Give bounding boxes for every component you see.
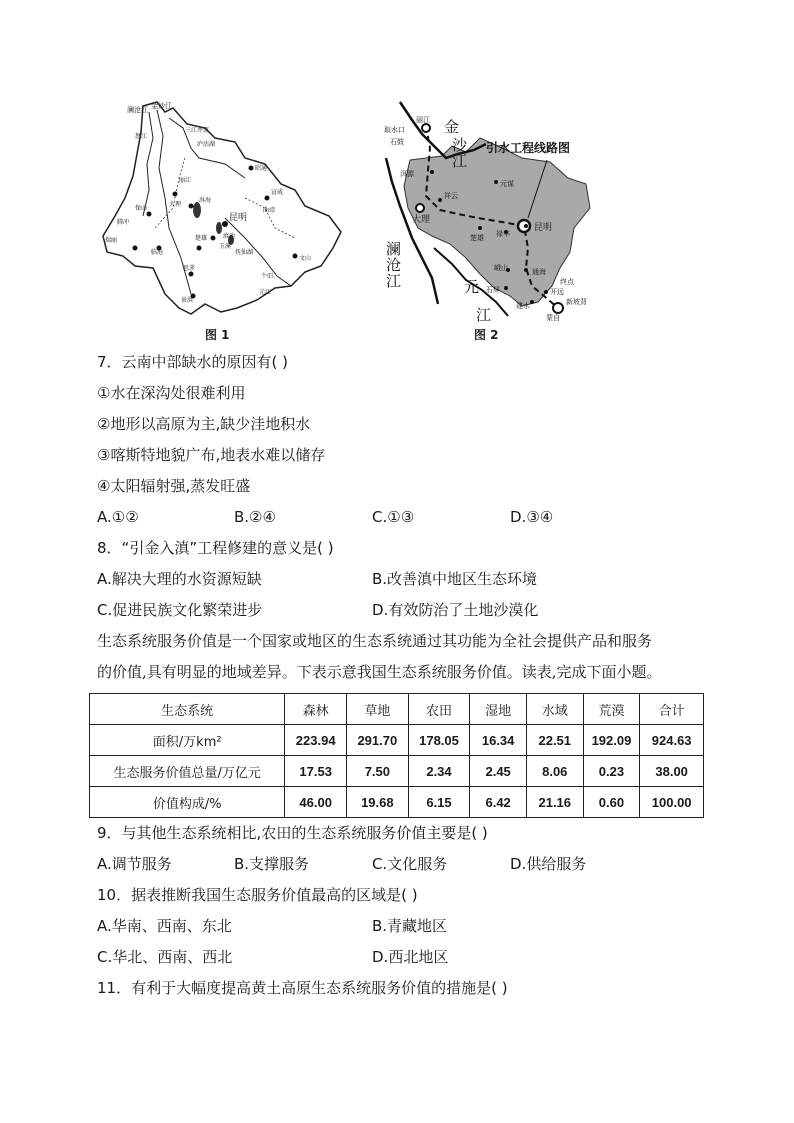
- f2-river-lancang-1: 澜: [386, 240, 402, 258]
- f1-place-lugu: 泸沽湖: [197, 141, 216, 148]
- table-cell: 38.00: [640, 756, 704, 787]
- figure-2-caption: 图 2: [474, 328, 499, 342]
- table-cell: 2.34: [408, 756, 470, 787]
- f1-place-xuanwei: 宣威: [271, 189, 284, 196]
- question-10-stem: 10．据表推断我国生态服务价值最高的区域是( ): [97, 886, 418, 904]
- f2-place-tonghai: 通海: [532, 268, 546, 276]
- table-cell: 0.60: [583, 787, 640, 818]
- figure-1-caption: 图 1: [205, 328, 230, 342]
- passage-line-1: 生态系统服务价值是一个国家或地区的生态系统通过其功能为全社会提供产品和服务: [97, 632, 653, 650]
- f2-place-jianshui: 建水: [516, 302, 530, 310]
- f2-place-dali: 大理: [412, 215, 431, 225]
- f1-place-lancang: 澜沧江: [127, 106, 148, 114]
- table-cell: 192.09: [583, 725, 640, 756]
- question-7-option-d[interactable]: D.③④: [510, 508, 554, 526]
- table-row: [90, 756, 704, 787]
- f1-place-kunming: 昆明: [229, 213, 248, 223]
- question-10-option-b[interactable]: B.青藏地区: [372, 917, 448, 935]
- f1-place-zhaotong: 昭通: [255, 165, 268, 172]
- question-11-stem: 11．有利于大幅度提高黄土高原生态系统服务价值的措施是( ): [97, 979, 508, 997]
- table-cell: 46.00: [285, 787, 347, 818]
- f1-place-simao: 思茅: [183, 265, 196, 272]
- f1-place-nujiang: 怒江: [135, 133, 148, 140]
- f2-river-jinsha-1: 金: [444, 118, 460, 136]
- figure-2-map: [382, 98, 597, 342]
- f2-place-kaiyuan: 开远: [550, 288, 564, 296]
- table-row: [90, 787, 704, 818]
- f1-place-baoshan: 保山: [135, 205, 148, 212]
- table-cell: 6.15: [408, 787, 470, 818]
- f1-place-yuxi: 玉溪: [219, 243, 232, 250]
- f1-place-gejiu: 个旧: [261, 273, 274, 280]
- f2-place-lufeng: 禄丰: [496, 230, 510, 238]
- table-cell: 22.51: [526, 725, 583, 756]
- f1-place-chuxiong: 楚雄: [195, 235, 208, 242]
- f1-place-jinsha: 金沙江: [151, 102, 172, 110]
- question-8-stem: 8．“引金入滇”工程修建的意义是( ): [97, 539, 334, 557]
- question-9-option-a[interactable]: A.调节服务: [97, 855, 172, 873]
- table-header-cell: 草地: [347, 694, 409, 725]
- question-7-item-3: ③喀斯特地貌广布,地表水难以储存: [97, 446, 326, 464]
- f2-place-intake: 取水口: [384, 126, 405, 134]
- f1-place-lijiang: 丽江: [179, 177, 192, 184]
- table-header-cell: 合计: [640, 694, 704, 725]
- f2-river-yuan-1: 元: [464, 278, 480, 296]
- f1-place-lincang: 临沧: [151, 249, 164, 256]
- table-header-cell: 水域: [526, 694, 583, 725]
- f1-place-yuanjiang: 元江: [259, 289, 272, 296]
- question-9-stem: 9．与其他生态系统相比,农田的生态系统服务价值主要是( ): [97, 824, 488, 842]
- f2-river-yuan-2: 江: [476, 306, 492, 323]
- f2-place-end: 终点: [560, 278, 574, 286]
- table-header-cell: 生态系统: [90, 694, 285, 725]
- question-9-option-d[interactable]: D.供给服务: [510, 855, 587, 873]
- f2-place-xiangyun: 祥云: [444, 192, 458, 200]
- table-row-label: 生态服务价值总量/万亿元: [90, 756, 285, 787]
- question-8-option-b[interactable]: B.改善滇中地区生态环境: [372, 570, 538, 588]
- f1-place-jinghong: 景洪: [181, 297, 194, 304]
- question-7-item-4: ④太阳辐射强,蒸发旺盛: [97, 477, 251, 495]
- question-7-option-b[interactable]: B.②④: [234, 508, 276, 526]
- f1-place-sanjiang: 三江并流: [185, 127, 210, 134]
- table-cell: 178.05: [408, 725, 470, 756]
- figure-1-map: [95, 98, 345, 342]
- f2-place-chuxiong: 楚雄: [470, 234, 484, 242]
- ecosystem-value-table: [89, 693, 704, 818]
- table-cell: 7.50: [347, 756, 409, 787]
- table-cell: 16.34: [470, 725, 527, 756]
- question-8-option-a[interactable]: A.解决大理的水资源短缺: [97, 570, 262, 588]
- f2-place-eryuan: 洱源: [400, 170, 414, 178]
- f1-place-fuxian: 抚仙湖: [235, 249, 254, 256]
- question-9-option-b[interactable]: B.支撑服务: [234, 855, 310, 873]
- table-cell: 17.53: [285, 756, 347, 787]
- passage-line-2: 的价值,具有明显的地域差异。下表示意我国生态系统服务价值。读表,完成下面小题。: [97, 663, 662, 681]
- table-cell: 223.94: [285, 725, 347, 756]
- question-9-option-c[interactable]: C.文化服务: [372, 855, 448, 873]
- table-header-cell: 森林: [285, 694, 347, 725]
- table-cell: 21.16: [526, 787, 583, 818]
- table-cell: 19.68: [347, 787, 409, 818]
- f2-river-lancang-3: 江: [386, 272, 402, 290]
- question-10-option-d[interactable]: D.西北地区: [372, 948, 449, 966]
- question-7-item-2: ②地形以高原为主,缺少洼地积水: [97, 415, 311, 433]
- yunnan-map-svg: [95, 98, 345, 323]
- f1-place-tengchong: 腾冲: [117, 219, 130, 226]
- f2-river-jinsha-3: 江: [452, 152, 468, 170]
- f2-place-kunming: 昆明: [534, 223, 553, 233]
- table-header-cell: 湿地: [470, 694, 527, 725]
- question-7-stem: 7．云南中部缺水的原因有( ): [97, 353, 289, 371]
- table-cell: 100.00: [640, 787, 704, 818]
- question-10-option-a[interactable]: A.华南、西南、东北: [97, 917, 232, 935]
- question-10-option-c[interactable]: C.华北、西南、西北: [97, 948, 233, 966]
- table-cell: 8.06: [526, 756, 583, 787]
- table-row-label: 价值构成/%: [90, 787, 285, 818]
- f2-place-eshan: 峨山: [494, 264, 508, 272]
- table-header-cell: 荒漠: [583, 694, 640, 725]
- table-cell: 291.70: [347, 725, 409, 756]
- table-row: [90, 725, 704, 756]
- question-7-option-a[interactable]: A.①②: [97, 508, 139, 526]
- f2-place-yuanmou: 元谋: [500, 180, 514, 188]
- table-row-label: 面积/万km²: [90, 725, 285, 756]
- table-cell: 0.23: [583, 756, 640, 787]
- question-8-option-c[interactable]: C.促进民族文化繁荣进步: [97, 601, 263, 619]
- f2-place-shiping: 石屏: [486, 286, 500, 294]
- table-header-row: [90, 694, 704, 725]
- f1-place-dianchi: 滇池: [223, 233, 236, 240]
- question-7-option-c[interactable]: C.①③: [372, 508, 415, 526]
- water-diversion-map-svg: [382, 98, 597, 323]
- f2-place-shigu: 石鼓: [390, 138, 404, 146]
- table-header-cell: 农田: [408, 694, 470, 725]
- f2-river-lancang-2: 沧: [386, 256, 402, 274]
- table-cell: 6.42: [470, 787, 527, 818]
- question-7-item-1: ①水在深沟处很难利用: [97, 384, 246, 402]
- f1-place-qujing: 曲靖: [263, 207, 276, 214]
- f1-place-erhai: 洱海: [199, 197, 212, 204]
- table-cell: 2.45: [470, 756, 527, 787]
- f2-place-lijiang: 丽江: [416, 116, 430, 124]
- f1-place-wenshan: 文山: [299, 255, 312, 262]
- f2-title: 引水工程线路图: [486, 141, 571, 155]
- f2-river-jinsha-2: 沙: [452, 136, 468, 154]
- f1-place-ruili: 瑞丽: [105, 237, 118, 244]
- f2-place-xinpobei: 新坡背: [566, 298, 587, 306]
- f1-place-dali: 大理: [169, 201, 182, 208]
- table-cell: 924.63: [640, 725, 704, 756]
- question-8-option-d[interactable]: D.有效防治了土地沙漠化: [372, 601, 539, 619]
- f2-place-mengzi: 蒙自: [546, 314, 560, 322]
